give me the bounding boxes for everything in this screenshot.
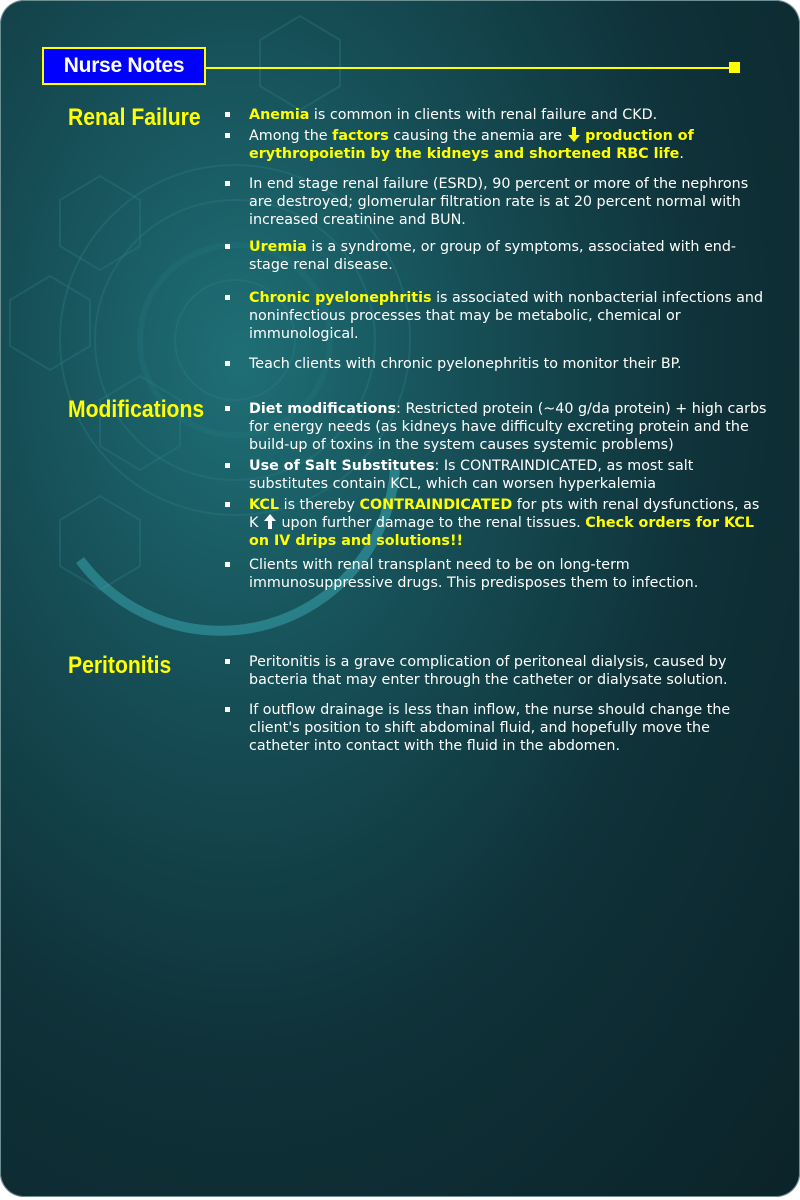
term-chronic-pyelonephritis: Chronic pyelonephritis <box>249 290 432 306</box>
header-title: Nurse Notes <box>63 54 185 77</box>
up-arrow-icon <box>263 514 277 529</box>
text: Among the <box>249 128 333 144</box>
text: Teach clients with chronic pyelonephritis to monitor their BP. <box>249 356 682 372</box>
text: is a syndrome, or group of symptoms, associated with end-stage renal disease. <box>249 239 737 273</box>
text: upon further damage to the renal tissues. <box>281 515 586 531</box>
section-title-renal-failure: Renal Failure <box>68 104 201 131</box>
list-item <box>224 400 769 454</box>
list-item <box>224 701 769 755</box>
term-erythropoietin: production of erythropoietin by the kidneys and shortened RBC life <box>249 128 694 162</box>
section-title-peritonitis: Peritonitis <box>68 652 172 679</box>
list-item <box>224 457 769 493</box>
kcl-warning: Check orders for KCL on IV drips and solutions!! <box>249 515 755 549</box>
list-item <box>224 175 769 229</box>
list-item <box>224 653 769 689</box>
text: : Is CONTRAINDICATED, as most salt substitutes contain KCL, which can worsen hyperkalemia <box>249 458 694 492</box>
term-kcl: KCL <box>249 497 280 513</box>
down-arrow-icon <box>567 127 581 142</box>
text: is associated with nonbacterial infections and noninfectious processes that may be metabolic, chemical or immunological. <box>249 290 764 342</box>
list-item <box>224 127 769 163</box>
term-salt-substitutes: Use of Salt Substitutes <box>249 458 435 474</box>
text: : Restricted protein (~40 g/da protein) + high carbs for energy needs (as kidneys have difficulty excreting protein and the build-up of toxins in the system causes systemic problems) <box>249 401 767 453</box>
text: In end stage renal failure (ESRD), 90 percent or more of the nephrons are destroyed; glomerular filtration rate is at 20 percent normal with increased creatinine and BUN. <box>249 176 749 228</box>
peritonitis-list <box>224 653 769 755</box>
header-divider-square <box>729 62 740 73</box>
text: is thereby <box>279 497 360 513</box>
term-uremia: Uremia <box>249 239 307 255</box>
text: for pts with renal dysfunctions, as K <box>249 497 760 531</box>
term-diet-modifications: Diet modifications <box>249 401 397 417</box>
list-item <box>224 496 769 550</box>
list-item <box>224 355 769 373</box>
text: causing the anemia are <box>388 128 567 144</box>
header-divider-line <box>206 67 734 69</box>
term-anemia: Anemia <box>249 107 310 123</box>
list-item <box>224 238 769 274</box>
section-title-modifications: Modifications <box>68 396 205 423</box>
list-item <box>224 556 769 592</box>
renal-failure-list <box>224 106 769 373</box>
list-item <box>224 289 769 343</box>
list-item <box>224 106 769 124</box>
text: If outflow drainage is less than inflow, the nurse should change the client's position to shift abdominal fluid, and hopefully move the catheter into contact with the fluid in the abdomen. <box>249 702 731 754</box>
text: . <box>679 146 684 162</box>
text: Clients with renal transplant need to be on long-term immunosuppressive drugs. This predisposes them to infection. <box>249 557 699 591</box>
modifications-list <box>224 400 769 592</box>
term-contraindicated: CONTRAINDICATED <box>359 497 513 513</box>
text: Peritonitis is a grave complication of peritoneal dialysis, caused by bacteria that may enter through the catheter or dialysate solution. <box>249 654 728 688</box>
nurse-notes-header <box>42 47 206 85</box>
term-factors: factors <box>332 128 389 144</box>
text: is common in clients with renal failure and CKD. <box>309 107 658 123</box>
